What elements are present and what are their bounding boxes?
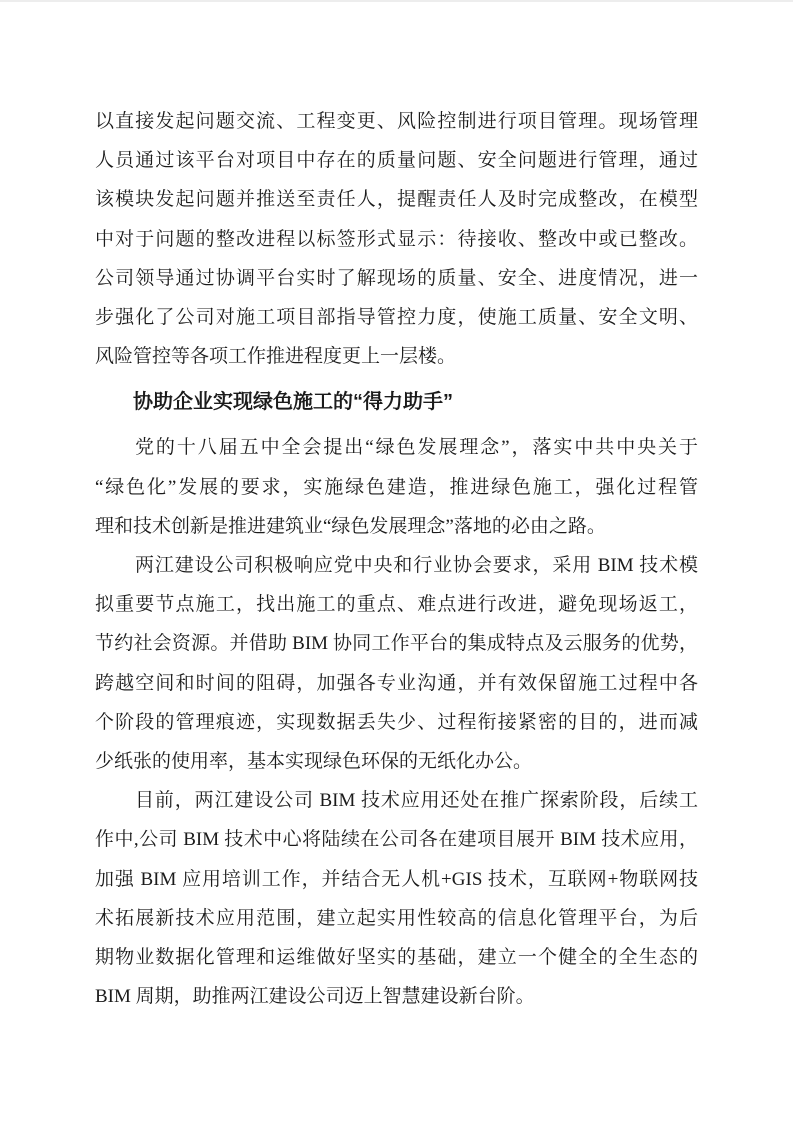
text-line: 人员通过该平台对项目中存在的质量问题、安全问题进行管理，通过 (95, 150, 698, 172)
text-line: 个阶段的管理痕迹，实现数据丢失少、过程衔接紧密的目的，进而减 (95, 711, 698, 733)
text-line: 节约社会资源。并借助 BIM 协同工作平台的集成特点及云服务的优势， (95, 633, 698, 655)
text-line: 该模块发起问题并推送至责任人，提醒责任人及时完成整改，在模型 (95, 189, 698, 211)
text-line: 两江建设公司积极响应党中央和行业协会要求，采用 BIM 技术模 (135, 555, 698, 577)
text-line: 跨越空间和时间的阻碍，加强各专业沟通，并有效保留施工过程中各 (95, 672, 698, 694)
text-line: 少纸张的使用率，基本实现绿色环保的无纸化办公。 (95, 751, 533, 773)
document-body (95, 102, 698, 1016)
page-top-edge (0, 0, 793, 2)
text-line: 公司领导通过协调平台实时了解现场的质量、安全、进度情况，进一 (95, 267, 698, 289)
text-line: 加强 BIM 应用培训工作，并结合无人机+GIS 技术，互联网+物联网技 (95, 868, 698, 890)
section-heading: 协助企业实现绿色施工的“得力助手” (133, 391, 453, 414)
text-line: 中对于问题的整改进程以标签形式显示：待接收、整改中或已整改。 (95, 228, 698, 250)
text-line: 目前，两江建设公司 BIM 技术应用还处在推广探索阶段，后续工 (135, 790, 698, 812)
text-line: 理和技术创新是推进建筑业“绿色发展理念”落地的必由之路。 (95, 515, 606, 537)
text-line: 作中,公司 BIM 技术中心将陆续在公司各在建项目展开 BIM 技术应用， (95, 829, 698, 851)
text-line: 拟重要节点施工，找出施工的重点、难点进行改进，避免现场返工， (95, 594, 698, 616)
text-line: 期物业数据化管理和运维做好坚实的基础，建立一个健全的全生态的 (95, 947, 698, 969)
text-line: 党的十八届五中全会提出“绿色发展理念”，落实中共中央关于 (135, 437, 698, 459)
text-line: 风险管控等各项工作推进程度更上一层楼。 (95, 346, 457, 368)
text-line: 步强化了公司对施工项目部指导管控力度，使施工质量、安全文明、 (95, 307, 698, 329)
text-line: 以直接发起问题交流、工程变更、风险控制进行项目管理。现场管理 (95, 111, 698, 132)
text-line: 术拓展新技术应用范围，建立起实用性较高的信息化管理平台，为后 (95, 907, 698, 929)
text-line: BIM 周期，助推两江建设公司迈上智慧建设新台阶。 (95, 986, 535, 1008)
text-line: “绿色化”发展的要求，实施绿色建造，推进绿色施工，强化过程管 (95, 476, 698, 498)
